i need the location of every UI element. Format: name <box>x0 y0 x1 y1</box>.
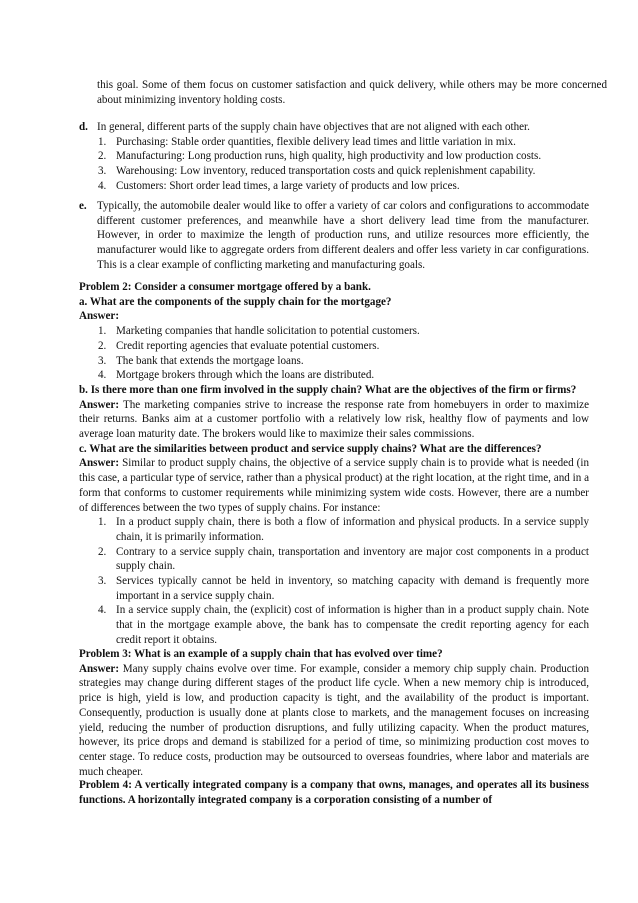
problem-2-answer-b <box>79 398 589 442</box>
problem-2 <box>79 280 589 648</box>
list-text: Contrary to a service supply chain, transportation and inventory are major cost components in a product supply chain. <box>116 545 589 573</box>
list-text: Warehousing: Low inventory, reduced transportation costs and quick replenishment capability. <box>116 165 536 178</box>
answer-text: The marketing companies strive to increase the response rate from homebuyers in order to maximize their returns. Banks aim at a customer portfolio with a relatively low risk, healthy flow of payments and low average loan maturity date. The brokers would like to maximize their sales commissions. <box>79 398 590 441</box>
item-d <box>79 120 589 194</box>
problem-4 <box>79 778 589 807</box>
item-e-text: Typically, the automobile dealer would like to offer a variety of car colors and configurations to accommodate different customer preferences, and meanwhile have a short delivery lead time from the manufacturer. However, in order to maximize the length of production runs, and utilize resources more efficiently, the manufacturer would like to aggregate orders from different dealers and offer less variety in car configurations. This is a clear example of conflicting marketing and manufacturing goals. <box>97 200 589 271</box>
item-d-list <box>79 135 589 194</box>
item-d-label: d. <box>79 121 88 133</box>
list-item <box>79 603 589 647</box>
list-item <box>79 339 589 354</box>
problem-2-title: Problem 2: Consider a consumer mortgage offered by a bank. <box>79 281 371 293</box>
list-number: 1. <box>98 516 107 529</box>
problem-2-answer-c <box>79 456 589 515</box>
problem-3 <box>79 647 589 779</box>
list-text: In a service supply chain, the (explicit) cost of information is higher than in a product supply chain. Note that in the mortgage example above, the bank has to compensate the credit reporting agency for each credit report it obtains. <box>116 604 589 646</box>
list-number: 2. <box>98 150 107 163</box>
answer-label: Answer: <box>79 398 120 411</box>
answer-text: Many supply chains evolve over time. For example, consider a memory chip supply chain. Production strategies may change during different stages of the product life cycle. When a new memory chip is introduced, price is high, yield is low, and production capacity is tight, and the availability of the product is important. Consequently, production is usually done at plants close to markets, and the management focuses on increasing yield, reducing the number of production disruptions, and fully utilizing capacity. When the product matures, however, its price drops and demand is stabilized for a period of time, so minimizing production cost moves to center stage. To reduce costs, production may be outsourced to overseas foundries, where labor and materials are much cheaper. <box>79 662 589 778</box>
list-number: 1. <box>98 135 107 148</box>
list-text: In a product supply chain, there is both a flow of information and physical products. In a service supply chain, it is primarily information. <box>116 516 589 543</box>
list-item <box>79 135 589 150</box>
list-number: 2. <box>98 545 107 558</box>
item-e <box>79 199 589 273</box>
problem-3-title: Problem 3: What is an example of a supply chain that has evolved over time? <box>79 648 443 660</box>
answer-label: Answer: <box>79 457 120 470</box>
answer-label: Answer: <box>79 662 120 675</box>
list-number: 4. <box>98 369 107 382</box>
list-item <box>79 149 589 164</box>
list-number: 3. <box>98 575 107 588</box>
problem-2-a-list <box>79 324 589 383</box>
list-text: The bank that extends the mortgage loans. <box>116 354 304 367</box>
list-text: Customers: Short order lead times, a large variety of products and low prices. <box>116 179 460 192</box>
list-item <box>79 545 589 574</box>
list-item <box>79 515 589 544</box>
list-number: 2. <box>98 339 107 352</box>
problem-2-question-b: b. Is there more than one firm involved in the supply chain? What are the objectives of the firm or firms? <box>79 383 577 396</box>
list-text: Credit reporting agencies that evaluate potential customers. <box>116 339 380 352</box>
item-e-label: e. <box>79 200 87 212</box>
list-text: Mortgage brokers through which the loans are distributed. <box>116 369 375 382</box>
list-text: Marketing companies that handle solicitation to potential customers. <box>116 325 420 338</box>
list-number: 4. <box>98 179 107 192</box>
list-item <box>79 164 589 179</box>
list-item <box>79 368 589 383</box>
problem-2-question-a: a. What are the components of the supply chain for the mortgage? <box>79 295 392 308</box>
problem-3-answer <box>79 662 589 780</box>
intro-text: this goal. Some of them focus on customer satisfaction and quick delivery, while others may be more concerned about minimizing inventory holding costs. <box>97 79 607 106</box>
list-number: 3. <box>98 165 107 178</box>
list-number: 1. <box>98 325 107 338</box>
intro-continuation <box>79 78 607 107</box>
item-d-text: In general, different parts of the supply chain have objectives that are not aligned with each other. <box>97 121 530 133</box>
list-item <box>79 324 589 339</box>
list-item <box>79 179 589 194</box>
answer-label: Answer: <box>79 310 120 323</box>
list-text: Services typically cannot be held in inventory, so matching capacity with demand is frequently more important in a service supply chain. <box>116 575 589 602</box>
problem-2-c-list <box>79 515 589 647</box>
problem-4-title: Problem 4: A vertically integrated company is a company that owns, manages, and operates all its business functions. A horizontally integrated company is a corporation consisting of a number of <box>79 779 589 806</box>
list-item <box>79 354 589 369</box>
list-number: 3. <box>98 354 107 367</box>
list-item <box>79 574 589 603</box>
problem-2-question-c: c. What are the similarities between product and service supply chains? What are the differences? <box>79 442 542 455</box>
list-text: Purchasing: Stable order quantities, flexible delivery lead times and little variation in mix. <box>116 135 516 148</box>
list-number: 4. <box>98 604 107 617</box>
list-text: Manufacturing: Long production runs, high quality, high productivity and low production costs. <box>116 150 542 163</box>
answer-text: Similar to product supply chains, the objective of a service supply chain is to provide what is needed (in this case, a particular type of service, rather than a physical product) at the right location, at the right time, and in a form that conforms to customer requirements while minimizing system wide costs. However, there are a number of differences between the two types of supply chains. For instance: <box>79 457 589 514</box>
